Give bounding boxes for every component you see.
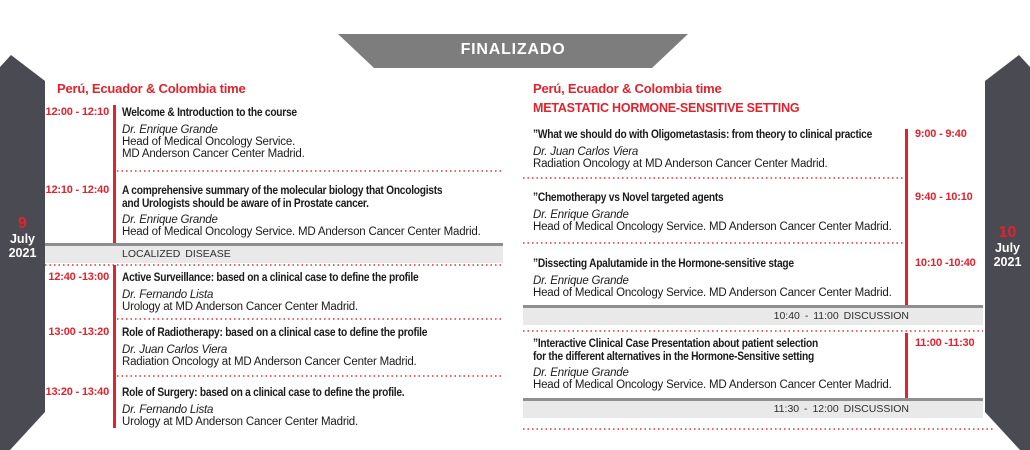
session-title-line: ”Dissecting Apalutamide in the Hormone-sensitive stage: [533, 256, 794, 270]
session-speaker: Dr. Juan Carlos Viera: [122, 343, 228, 356]
session-time: 13:20 - 13:40: [45, 386, 109, 398]
localized-disease-banner: LOCALIZED DISEASE: [45, 243, 503, 263]
session-content: [533, 257, 905, 299]
left-timezone-header: Perú, Ecuador & Colombia time: [57, 81, 246, 96]
right-timezone-header: Perú, Ecuador & Colombia time: [533, 81, 722, 96]
session-speaker: Dr. Enrique Grande: [533, 274, 629, 287]
session-title-line: for the different alternatives in the Hormone-Sensitive setting: [533, 348, 814, 363]
session-title-line: Role of Radiotherapy: based on a clinical case to define the profile: [122, 325, 428, 339]
session-title-line: A comprehensive summary of the molecular biology that Oncologists: [122, 183, 443, 197]
session-speaker: Dr. Enrique Grande: [122, 214, 218, 226]
session-affiliation: Head of Medical Oncology Service.: [122, 135, 296, 148]
session-title: [533, 257, 849, 270]
session-time: 13:00 -13:20: [48, 326, 109, 338]
session-right-4: [0, 337, 1030, 391]
left-separator-1: [117, 170, 503, 172]
session-right-1: [0, 128, 1030, 170]
session-affiliation: Head of Medical Oncology Service. MD Anderson Cancer Center Madrid.: [533, 220, 892, 233]
session-title: [533, 337, 849, 362]
right-date-month: July: [994, 241, 1020, 255]
session-affiliation: Head of Medical Oncology Service. MD Anderson Cancer Center Madrid.: [533, 286, 892, 299]
session-title-line: ”What we should do with Oligometastasis: from theory to clinical practice: [533, 127, 873, 141]
session-title-line: Welcome & Introduction to the course: [122, 105, 297, 119]
session-left-5: [0, 386, 1030, 428]
session-affiliation: Urology at MD Anderson Cancer Center Madrid.: [122, 300, 359, 313]
left-date-day: 9: [18, 215, 27, 232]
session-speaker: Dr. Fernando Lista: [122, 288, 214, 301]
session-title: [533, 191, 849, 204]
session-title-line: Active Surveillance: based on a clinical case to define the profile: [122, 270, 419, 284]
right-date-day: 10: [998, 224, 1017, 241]
right-separator-1: [523, 177, 903, 179]
left-date-month: July: [9, 232, 35, 246]
right-separator-4: [523, 428, 995, 430]
session-speaker: Dr. Enrique Grande: [533, 367, 629, 379]
session-affiliation: MD Anderson Cancer Center Madrid.: [122, 147, 305, 160]
left-date-year: 2021: [8, 246, 37, 260]
session-right-3: [0, 257, 1030, 299]
session-title-line: Role of Surgery: based on a clinical case to define the profile.: [122, 385, 405, 399]
session-affiliation: Head of Medical Oncology Service. MD Anderson Cancer Center Madrid.: [122, 226, 481, 238]
session-right-2: [0, 191, 1030, 233]
session-title-line: ”Chemotherapy vs Novel targeted agents: [533, 190, 724, 204]
session-title: [122, 106, 455, 119]
session-speaker: Dr. Enrique Grande: [122, 123, 218, 136]
session-affiliation: Radiation Oncology at MD Anderson Cancer Center Madrid.: [533, 157, 828, 170]
session-title-line: and Urologists should be aware of in Prostate cancer.: [122, 195, 369, 210]
finalizado-banner-label: FINALIZADO: [460, 41, 566, 58]
right-section-header: METASTATIC HORMONE-SENSITIVE SETTING: [533, 101, 800, 115]
left-separator-3: [117, 318, 503, 320]
session-time: 12:10 - 12:40: [45, 184, 109, 196]
session-content: [533, 337, 905, 391]
right-date-year: 2021: [993, 255, 1022, 269]
session-content: [122, 386, 514, 428]
session-title: [533, 127, 873, 141]
session-content: [533, 128, 905, 170]
discussion-banner-1: 10:40 - 11:00 DISCUSSION: [523, 305, 983, 325]
session-affiliation: Head of Medical Oncology Service. MD Anderson Cancer Center Madrid.: [533, 379, 892, 391]
session-speaker: Dr. Fernando Lista: [122, 403, 214, 416]
session-time: 12:00 - 12:10: [45, 106, 109, 118]
session-time: 9:00 - 9:40: [915, 128, 967, 140]
right-separator-2: [523, 242, 903, 244]
session-affiliation: Radiation Oncology at MD Anderson Cancer Center Madrid.: [122, 355, 417, 368]
discussion-banner-2: 11:30 - 12:00 DISCUSSION: [523, 398, 983, 418]
session-title-line: ”Interactive Clinical Case Presentation about patient selection: [533, 336, 818, 350]
session-speaker: Dr. Enrique Grande: [533, 208, 629, 221]
session-time: 10:10 -10:40: [915, 257, 976, 269]
session-content: [533, 191, 905, 233]
session-time: 11:00 -11:30: [915, 337, 975, 349]
session-affiliation: Urology at MD Anderson Cancer Center Madrid.: [122, 415, 359, 428]
session-time: 9:40 - 10:10: [915, 191, 973, 203]
session-time: 12:40 -13:00: [48, 271, 109, 283]
session-speaker: Dr. Juan Carlos Viera: [533, 145, 639, 158]
